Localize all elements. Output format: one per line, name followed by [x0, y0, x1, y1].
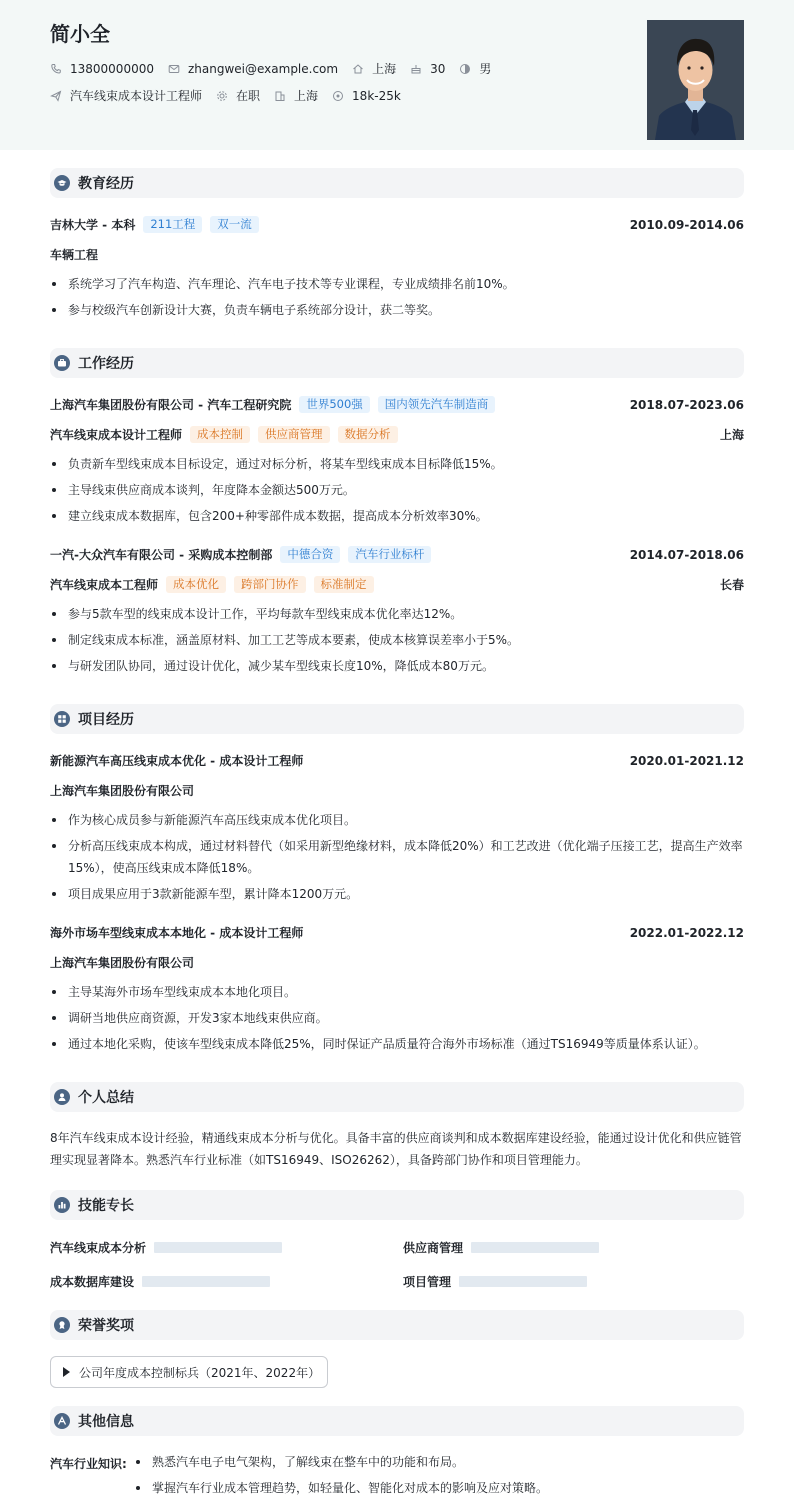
- phone-text: 13800000000: [70, 61, 154, 76]
- salary-item: [332, 89, 401, 103]
- role-tag: 供应商管理: [258, 426, 330, 443]
- status-item: [216, 87, 260, 104]
- skill-name: 项目管理: [403, 1275, 452, 1289]
- job-date: 2014.07-2018.06: [629, 547, 744, 562]
- job-title-item: [50, 87, 202, 104]
- project-bullet: 主导某海外市场车型线束成本本地化项目。: [50, 981, 744, 1003]
- bar-chart-icon: [54, 1197, 70, 1213]
- job-role-row: [50, 576, 744, 593]
- phone-icon: [50, 63, 62, 75]
- education-date: 2010.09-2014.06: [629, 217, 744, 232]
- grid-icon: [54, 711, 70, 727]
- skill-level-bar: [459, 1276, 587, 1287]
- summary-text: 8年汽车线束成本设计经验，精通线束成本分析与优化。具备丰富的供应商谈判和成本数据库建设经验，能通过设计优化和供应链管理实现显著降本。熟悉汽车行业标准（如TS16949、ISO26262），具备跨部门协作和项目管理能力。: [50, 1131, 742, 1167]
- job-bullet: 负责新车型线束成本目标设定，通过对标分析，将某车型线束成本目标降低15%。: [50, 453, 744, 475]
- age-text: 30: [430, 61, 446, 76]
- gender-icon: [459, 63, 471, 75]
- company-name: 上海汽车集团股份有限公司 - 汽车工程研究院: [50, 398, 292, 412]
- summary-title: 个人总结: [78, 1090, 134, 1106]
- email-item: [168, 62, 338, 76]
- education-title: 教育经历: [78, 176, 134, 192]
- send-icon: [50, 90, 62, 102]
- role-tag: 标准制定: [314, 576, 374, 593]
- contact-row: [50, 60, 505, 77]
- skill-level-bar: [142, 1276, 270, 1287]
- status-text: 在职: [236, 89, 261, 103]
- company-tag: 汽车行业标杆: [348, 546, 431, 563]
- work-city-item: [274, 87, 318, 104]
- cake-icon: [410, 63, 422, 75]
- award-icon: [54, 1317, 70, 1333]
- project-org-row: [50, 954, 744, 971]
- other-title: 其他信息: [78, 1414, 134, 1430]
- other-section-header: [50, 1406, 744, 1436]
- role-tag: 成本控制: [190, 426, 250, 443]
- education-major: [50, 246, 744, 263]
- project-bullet: 调研当地供应商资源，开发3家本地线束供应商。: [50, 1007, 744, 1029]
- location-text: 上海: [372, 62, 397, 76]
- project-name: 海外市场车型线束成本本地化 - 成本设计工程师: [50, 926, 304, 940]
- briefcase-icon: [54, 355, 70, 371]
- other-bullet: 熟悉汽车电子电气架构，了解线束在整车中的功能和布局。: [134, 1451, 734, 1473]
- job-bullet: 主导线束供应商成本谈判，年度降本金额达500万元。: [50, 479, 744, 501]
- profile-photo: [647, 20, 744, 140]
- job-title-text: 汽车线束成本设计工程师: [70, 89, 203, 103]
- gender-text: 男: [479, 62, 492, 76]
- skills-section-header: [50, 1190, 744, 1220]
- job-header: [50, 396, 744, 413]
- project-header: [50, 924, 744, 941]
- work-title: 工作经历: [78, 356, 134, 372]
- home-icon: [352, 63, 364, 75]
- company-name: 一汽-大众汽车有限公司 - 采购成本控制部: [50, 548, 273, 562]
- gender-item: [459, 60, 491, 77]
- job-bullet: 制定线束成本标准，涵盖原材料、加工工艺等成本要素，使成本核算误差率小于5%。: [50, 629, 744, 651]
- project-bullet: 通过本地化采购，使该车型线束成本降低25%，同时保证产品质量符合海外市场标准（通过TS16949等质量体系认证）。: [50, 1033, 744, 1055]
- project-org: 上海汽车集团股份有限公司: [50, 956, 195, 970]
- other-label: 汽车行业知识:: [50, 1457, 127, 1471]
- education-bullet: 参与校级汽车创新设计大赛，负责车辆电子系统部分设计，获二等奖。: [50, 299, 744, 321]
- school-tag: 双一流: [210, 216, 259, 233]
- school-name: 吉林大学 - 本科: [50, 218, 136, 232]
- job-role: 汽车线束成本工程师: [50, 578, 159, 592]
- skill-item: [403, 1273, 587, 1290]
- skill-level-bar: [471, 1242, 599, 1253]
- project-date: 2022.01-2022.12: [629, 925, 744, 940]
- project-name: 新能源汽车高压线束成本优化 - 成本设计工程师: [50, 754, 304, 768]
- job-date: 2018.07-2023.06: [629, 397, 744, 412]
- project-title: 项目经历: [78, 712, 134, 728]
- phone-item: [50, 62, 154, 76]
- education-bullet: 系统学习了汽车构造、汽车理论、汽车电子技术等专业课程，专业成绩排名前10%。: [50, 273, 744, 295]
- email-text: zhangwei@example.com: [187, 61, 339, 76]
- education-section-header: [50, 168, 744, 198]
- skill-item: [50, 1239, 282, 1256]
- resume-header: [0, 0, 794, 150]
- job-city: 长春: [719, 578, 744, 592]
- skill-name: 汽车线束成本分析: [50, 1241, 147, 1255]
- mail-icon: [168, 63, 180, 75]
- role-tag: 成本优化: [166, 576, 226, 593]
- location-item: [352, 60, 396, 77]
- company-tag: 国内领先汽车制造商: [378, 396, 496, 413]
- work-section-header: [50, 348, 744, 378]
- project-header: [50, 752, 744, 769]
- award-item[interactable]: [50, 1356, 328, 1388]
- salary-icon: [332, 90, 344, 102]
- major-text: 车辆工程: [50, 248, 99, 262]
- job-city: 上海: [719, 428, 744, 442]
- education-entry-header: [50, 216, 744, 233]
- role-tag: 跨部门协作: [234, 576, 306, 593]
- job-bullet: 与研发团队协同，通过设计优化，减少某车型线束长度10%，降低成本80万元。: [50, 655, 744, 677]
- role-tag: 数据分析: [338, 426, 398, 443]
- company-tag: 世界500强: [299, 396, 369, 413]
- other-bullet: 掌握汽车行业成本管理趋势，如轻量化、智能化对成本的影响及应对策略。: [134, 1477, 734, 1499]
- project-bullet: 项目成果应用于3款新能源车型，累计降本1200万元。: [50, 883, 744, 905]
- project-bullet: 作为核心成员参与新能源汽车高压线束成本优化项目。: [50, 809, 744, 831]
- skill-level-bar: [154, 1242, 282, 1253]
- skill-item: [50, 1273, 270, 1290]
- job-role-row: [50, 426, 744, 443]
- age-item: [410, 62, 445, 76]
- project-org-row: [50, 782, 744, 799]
- skill-name: 供应商管理: [403, 1241, 464, 1255]
- job-role: 汽车线束成本设计工程师: [50, 428, 183, 442]
- candidate-name: 简小全: [50, 22, 110, 46]
- job-bullet: 参与5款车型的线束成本设计工作，平均每款车型线束成本优化率达12%。: [50, 603, 744, 625]
- skill-item: [403, 1239, 599, 1256]
- school-tag: 211工程: [143, 216, 202, 233]
- work-city-text: 上海: [294, 89, 319, 103]
- skills-title: 技能专长: [78, 1198, 134, 1214]
- awards-section-header: [50, 1310, 744, 1340]
- project-section-header: [50, 704, 744, 734]
- user-icon: [54, 1089, 70, 1105]
- settings-icon: [216, 90, 228, 102]
- project-bullet: 分析高压线束成本构成，通过材料替代（如采用新型绝缘材料，成本降低20%）和工艺改进（优化端子压接工艺，提高生产效率15%），使高压线束成本降低18%。: [50, 835, 744, 879]
- building-icon: [274, 90, 286, 102]
- summary-section-header: [50, 1082, 744, 1112]
- salary-text: 18k-25k: [352, 88, 401, 103]
- job-row: [50, 87, 415, 104]
- translate-icon: [54, 1413, 70, 1429]
- award-text: 公司年度成本控制标兵（2021年、2022年）: [79, 1365, 321, 1380]
- graduation-cap-icon: [54, 175, 70, 191]
- skill-name: 成本数据库建设: [50, 1275, 135, 1289]
- project-date: 2020.01-2021.12: [629, 753, 744, 768]
- awards-title: 荣誉奖项: [78, 1318, 134, 1334]
- expand-triangle-icon: [63, 1367, 70, 1377]
- project-org: 上海汽车集团股份有限公司: [50, 784, 195, 798]
- job-header: [50, 546, 744, 563]
- company-tag: 中德合资: [280, 546, 340, 563]
- job-bullet: 建立线束成本数据库，包含200+种零部件成本数据，提高成本分析效率30%。: [50, 505, 744, 527]
